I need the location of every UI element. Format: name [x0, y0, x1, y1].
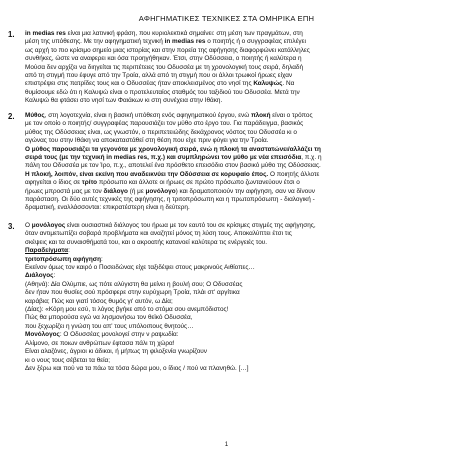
text-run: Ο ποιητής άλλοτε [268, 170, 320, 178]
text-run: Εκείνον όμως τον καιρό ο Ποσειδώνας είχε ταξιδέψει στους μακρινούς Αιθίοπες… [25, 264, 255, 272]
text-line [25, 357, 444, 365]
text-run: μονόλογος [31, 222, 66, 229]
section-body [25, 30, 444, 106]
text-line [25, 97, 444, 105]
text-line [25, 230, 444, 238]
text-run: Ο μύθος παρουσιάζει τα γεγονότα με χρονολογική σειρά, ενώ η πλοκή τα αναστατώνει/αλλάζει τη [25, 145, 321, 153]
text-run: : [53, 272, 56, 280]
text-line [25, 38, 444, 46]
text-run: , στη λογοτεχνία, είναι η βασική υπόθεση ενός αφηγηματικού έργου, ενώ [44, 112, 252, 119]
text-line [25, 331, 444, 339]
text-run: είναι ουσιαστικά διάλογος του ήρωα με τον εαυτό του σε κρίσιμες στιγμές της αφήγησης, [65, 222, 316, 229]
text-line [25, 196, 444, 204]
text-line [25, 348, 444, 356]
text-run: επιστρέψει στις πατρίδες τους και ο Οδυσσέας ήταν αποκλεισμένος στο νησί της [25, 80, 254, 88]
text-line [25, 64, 444, 72]
text-line [25, 298, 444, 306]
text-run: δεν ήταν που θυσίες σού πρόσφερε στην ευρύχωρη Τροία, πλάι στ' αργίτικα [25, 289, 240, 297]
text-line [25, 323, 444, 331]
text-run: είναι ο τρόπος [270, 112, 313, 119]
text-line [25, 154, 444, 162]
section-body [25, 112, 444, 213]
text-run: Είναι αλαζόνες, άγριοι κι άδικοι, ή μήπως τη φιλοξενία γνωρίζουν [25, 348, 207, 356]
text-line [25, 112, 444, 120]
text-line [25, 204, 444, 212]
text-run: δραματική, εναλλάσσονται: επικρατέστερη είναι η δεύτερη. [25, 204, 190, 212]
text-run: αφηγείται ο ίδιος σε [25, 179, 82, 187]
text-run: Μονόλογος [25, 331, 60, 339]
section-body [25, 222, 444, 373]
text-run: Καλυψώ θα φτάσει στο νησί των Φαιάκων κι στη συνέχεια στην Ιθάκη. [25, 97, 223, 105]
section-number: 2. [8, 112, 15, 121]
text-line [25, 162, 444, 170]
text-run: αγώνας του στην Ιθάκη να αποκαταστάθεί στη θέση που είχε πριν φύγει για την Τροία. [25, 137, 269, 145]
text-line [25, 306, 444, 314]
text-run: Η πλοκή, λοιπόν, είναι εκείνη που αναδεικνύει την Οδύσσεια σε κορυφαίο έπος. [25, 170, 269, 178]
text-line [25, 80, 444, 88]
text-run: σειρά τους (με την τεχνική in medias res, π.χ.) και συμπληρώνει τον μύθο με νέα επεισόδια [25, 154, 302, 162]
text-line [25, 146, 444, 154]
text-line [25, 137, 444, 145]
page-number: 1 [224, 441, 229, 448]
text-run: : [68, 247, 70, 255]
text-run: θυμίσουμε εδώ ότι η Καλυψώ είναι ο προτελευταίος σταθμός του ταξιδιού του Οδυσσέα. Μετά την [25, 88, 300, 96]
text-run: όταν αντιμετωπίζει σοβαρά προβλήματα και αναζητεί μόνος τη λύση τους. Αποκαλύπτει έτσι τις [25, 230, 292, 238]
text-run: : [101, 255, 103, 263]
text-run: Δεν ξέρω και πού να τα πάω τα τόσα δώρα μου, ο ίδιος / πού να πλανηθώ. […] [25, 364, 249, 372]
text-run: κι ο νους τους σέβεται τα θεία; [25, 356, 110, 364]
text-run: που ξεχωρίζει η γνώση του απ' τους υπόλοιπους θνητούς… [25, 322, 194, 330]
text-line [25, 239, 444, 247]
text-run: διάλογο [103, 187, 128, 195]
text-run: ως αρχή το πιο κρίσιμο σημείο μιας ιστορίας και στην πορεία της αφήγησης διαφορφώνει κατάλληλες [25, 46, 310, 54]
text-run: πλοκή [251, 112, 271, 119]
text-run: Ο [25, 222, 32, 229]
text-line [25, 289, 444, 297]
text-run: ο ποιητής ή ο συγγραφέας επιλέγει [205, 38, 306, 46]
text-line [25, 188, 444, 196]
text-run: in medias res [164, 38, 206, 46]
text-run: Μούσα δεν αρχίζει να διηγείται τις περιπέτειες του Οδυσσέα με τη χρονολογική τους σειρά, δηλαδή [25, 63, 304, 71]
text-line [25, 171, 444, 179]
text-run: μονόλογο [145, 187, 176, 195]
text-run: (ή με [127, 187, 146, 195]
text-run: είναι μια λατινική φράση, που κυριολεκτικά σημαίνει: στη μέση των πραγμάτων, στη [65, 30, 303, 37]
text-run: . Να [282, 80, 295, 88]
text-run: παράσταση. Οι δύο αυτές τεχνικές της αφήγησης, η τριτοπρόσωπη και η πρωτοπρόσωπη - διαλογική - [25, 196, 315, 204]
text-run: καράβια; Πώς και γιατί τόσος θυμός γι' αυτόν, ω Δία; [25, 297, 173, 305]
text-line [25, 340, 444, 348]
text-run: Διάλογος [25, 272, 54, 280]
text-line [25, 281, 444, 289]
text-run: , π.χ. η [301, 154, 322, 162]
text-run: πάλη του Οδυσσέα με τον Ίρο, π.χ., αποτελεί ένα πρόσθετο επεισόδιο στον βασικό μύθο της Οδύσσειας. [25, 162, 321, 170]
text-run: μύθος της Οδύσσειας είναι, ως γνωστόν, ο περιπετειώδης δεκάχρονος νόστος του Οδυσσέα κι ο [25, 128, 297, 136]
section-number: 1. [8, 30, 15, 39]
text-line [25, 365, 444, 373]
text-line [25, 89, 444, 97]
text-line [25, 72, 444, 80]
text-run: σκέψεις και τα συναισθήματά του, και ο ακροατής κατανοεί καλύτερα τις ενέργειές του. [25, 238, 268, 246]
text-run: (Αθηνά): Δία Ολύμπιε, ως πότε αλύγιστη θα μείνει η βουλή σου; Ο Οδυσσέας [25, 280, 243, 288]
text-run: Αλίμονο, σε ποιων ανθρώπων έφτασα πάλι τη χώρα! [25, 339, 175, 347]
text-line [25, 47, 444, 55]
text-run: τριτοπρόσωπη αφήγηση [25, 255, 102, 263]
text-line [25, 247, 444, 255]
text-line [25, 30, 444, 38]
text-run: : Ο Οδυσσέας μονολογεί στην ν ραψωδία: [59, 331, 179, 339]
text-run: in medias res [25, 30, 66, 37]
text-run: από τη στιγμή που έφυγε από την Τροία, αλλά από τη στιγμή που οι άλλοι τρωικοί ήρωες είχαν [25, 72, 293, 80]
text-run: συνθήκες, ώστε να αναφερει και όσα προηγήθηκαν. Έτσι, στην Οδύσσεια, ο ποιητής ή καλύτερα η [25, 55, 302, 63]
text-line [25, 314, 444, 322]
page-title: ΑΦΗΓΗΜΑΤΙΚΕΣ ΤΕΧΝΙΚΕΣ ΣΤΑ ΟΜΗΡΙΚΑ ΕΠΗ [138, 14, 315, 23]
text-line [25, 272, 444, 280]
text-run: ήρωες μπροστά μας με τον [25, 187, 104, 195]
text-line [25, 55, 444, 63]
text-line [25, 120, 444, 128]
text-run: πρόσωπο και άλλοτε οι ήρωες σε πρώτο πρόσωπο ζωντανεύουν έτσι ο [97, 179, 300, 187]
text-run: Παραδείγματα [25, 247, 69, 255]
text-run: ) και δραματοποιούν την αφήγηση, σαν να δίνουν [175, 187, 315, 195]
text-run: Μύθος [25, 112, 45, 119]
text-run: μέση της υπόθεσης. Με την αφηγηματική τεχνική [25, 38, 165, 46]
text-line [25, 256, 444, 264]
text-run: τρίτο [81, 179, 98, 187]
text-run: Καλυψώς [253, 80, 283, 88]
text-line [25, 179, 444, 187]
text-run: Πώς θα μπορούσα εγώ να λησμονήσω τον θεϊκό Οδυσσέα, [25, 314, 193, 322]
text-line [25, 222, 444, 230]
text-run: με τον οποίο ο ποιητής/ συγγραφέας παρουσιάζει τον μύθο στο έργο του. Για παράδειγμα, βασικός [25, 120, 304, 128]
text-run: (Δίας): «Κόρη μου εσύ, τι λόγος βγήκε από το στόμα σου ανεμπόδιστος! [25, 306, 229, 314]
section-number: 3. [8, 222, 15, 231]
text-line [25, 264, 444, 272]
text-line [25, 129, 444, 137]
